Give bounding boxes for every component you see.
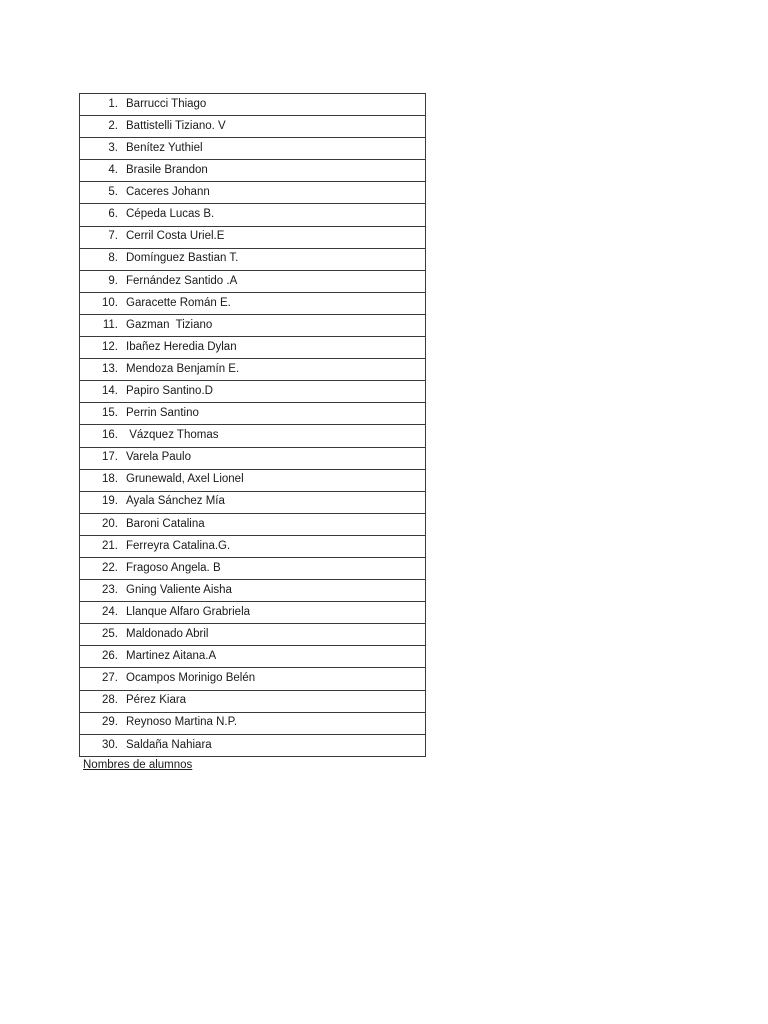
- row-number: 28.: [102, 694, 118, 707]
- row-number: 5.: [108, 186, 118, 199]
- row-number: 13.: [102, 362, 118, 375]
- student-name: Mendoza Benjamín E.: [126, 362, 240, 375]
- row-number: 15.: [102, 407, 118, 420]
- table-row: [80, 271, 425, 293]
- student-name: Martinez Aitana.A: [126, 650, 217, 663]
- row-number: 24.: [102, 605, 118, 618]
- student-name: Fernández Santido .A: [126, 274, 238, 287]
- table-row: [80, 425, 425, 447]
- row-number: 23.: [102, 583, 118, 596]
- row-number: 3.: [108, 141, 118, 154]
- student-name: Domínguez Bastian T.: [126, 252, 239, 265]
- table-row: [80, 227, 425, 249]
- row-number: 16.: [102, 429, 118, 442]
- student-name: Benítez Yuthiel: [126, 141, 203, 154]
- student-name: Fragoso Angela. B: [126, 561, 221, 574]
- row-number: 8.: [108, 252, 118, 265]
- row-number: 12.: [102, 340, 118, 353]
- table-row: [80, 359, 425, 381]
- row-number: 21.: [102, 539, 118, 552]
- table-row: [80, 293, 425, 315]
- row-number: 2.: [108, 119, 118, 132]
- student-name: Gning Valiente Aisha: [126, 583, 232, 596]
- table-row: [80, 536, 425, 558]
- student-name: Papiro Santino.D: [126, 385, 213, 398]
- row-number: 1.: [108, 97, 118, 110]
- student-name: Ayala Sánchez Mía: [126, 495, 225, 508]
- student-name: Gazman Tiziano: [126, 318, 213, 331]
- row-number: 7.: [108, 230, 118, 243]
- row-number: 18.: [102, 473, 118, 486]
- student-name: Ferreyra Catalina.G.: [126, 539, 231, 552]
- table-row: [80, 514, 425, 536]
- row-number: 25.: [102, 628, 118, 641]
- table-row: [80, 160, 425, 182]
- student-name: Battistelli Tiziano. V: [126, 119, 226, 132]
- table-row: [80, 691, 425, 713]
- table-row: [80, 116, 425, 138]
- row-number: 6.: [108, 208, 118, 221]
- student-name: Baroni Catalina: [126, 517, 205, 530]
- table-row: [80, 448, 425, 470]
- student-name: Maldonado Abril: [126, 628, 209, 641]
- table-row: [80, 713, 425, 735]
- table-row: [80, 558, 425, 580]
- student-name: Varela Paulo: [126, 451, 191, 464]
- student-list-table: [79, 93, 426, 757]
- student-name: Caceres Johann: [126, 186, 210, 199]
- row-number: 26.: [102, 650, 118, 663]
- table-row: [80, 182, 425, 204]
- table-caption: Nombres de alumnos: [83, 759, 193, 771]
- row-number: 22.: [102, 561, 118, 574]
- row-number: 11.: [102, 318, 118, 331]
- table-row: [80, 204, 425, 226]
- row-number: 9.: [108, 274, 118, 287]
- table-row: [80, 492, 425, 514]
- student-name: Ibañez Heredia Dylan: [126, 340, 237, 353]
- student-name: Barrucci Thiago: [126, 97, 207, 110]
- table-row: [80, 403, 425, 425]
- student-name: Cépeda Lucas B.: [126, 208, 215, 221]
- row-number: 10.: [102, 296, 118, 309]
- table-row: [80, 735, 425, 757]
- student-name: Vázquez Thomas: [126, 429, 219, 442]
- table-row: [80, 381, 425, 403]
- student-name: Grunewald, Axel Lionel: [126, 473, 244, 486]
- table-row: [80, 138, 425, 160]
- table-row: [80, 580, 425, 602]
- table-row: [80, 249, 425, 271]
- table-row: [80, 602, 425, 624]
- student-name: Ocampos Morinigo Belén: [126, 672, 256, 685]
- table-row: [80, 470, 425, 492]
- table-row: [80, 646, 425, 668]
- student-name: Reynoso Martina N.P.: [126, 716, 238, 729]
- student-name: Pérez Kiara: [126, 694, 187, 707]
- table-row: [80, 337, 425, 359]
- table-row: [80, 624, 425, 646]
- table-row: [80, 668, 425, 690]
- row-number: 19.: [102, 495, 118, 508]
- row-number: 14.: [102, 385, 118, 398]
- row-number: 4.: [108, 164, 118, 177]
- student-name: Garacette Román E.: [126, 296, 231, 309]
- row-number: 29.: [102, 716, 118, 729]
- row-number: 17.: [102, 451, 118, 464]
- student-name: Llanque Alfaro Grabriela: [126, 605, 251, 618]
- row-number: 20.: [102, 517, 118, 530]
- student-name: Perrin Santino: [126, 407, 199, 420]
- student-name: Cerril Costa Uriel.E: [126, 230, 225, 243]
- row-number: 30.: [102, 738, 118, 751]
- table-row: [80, 315, 425, 337]
- student-name: Brasile Brandon: [126, 164, 208, 177]
- table-row: [80, 94, 425, 116]
- row-number: 27.: [102, 672, 118, 685]
- student-name: Saldaña Nahiara: [126, 738, 212, 751]
